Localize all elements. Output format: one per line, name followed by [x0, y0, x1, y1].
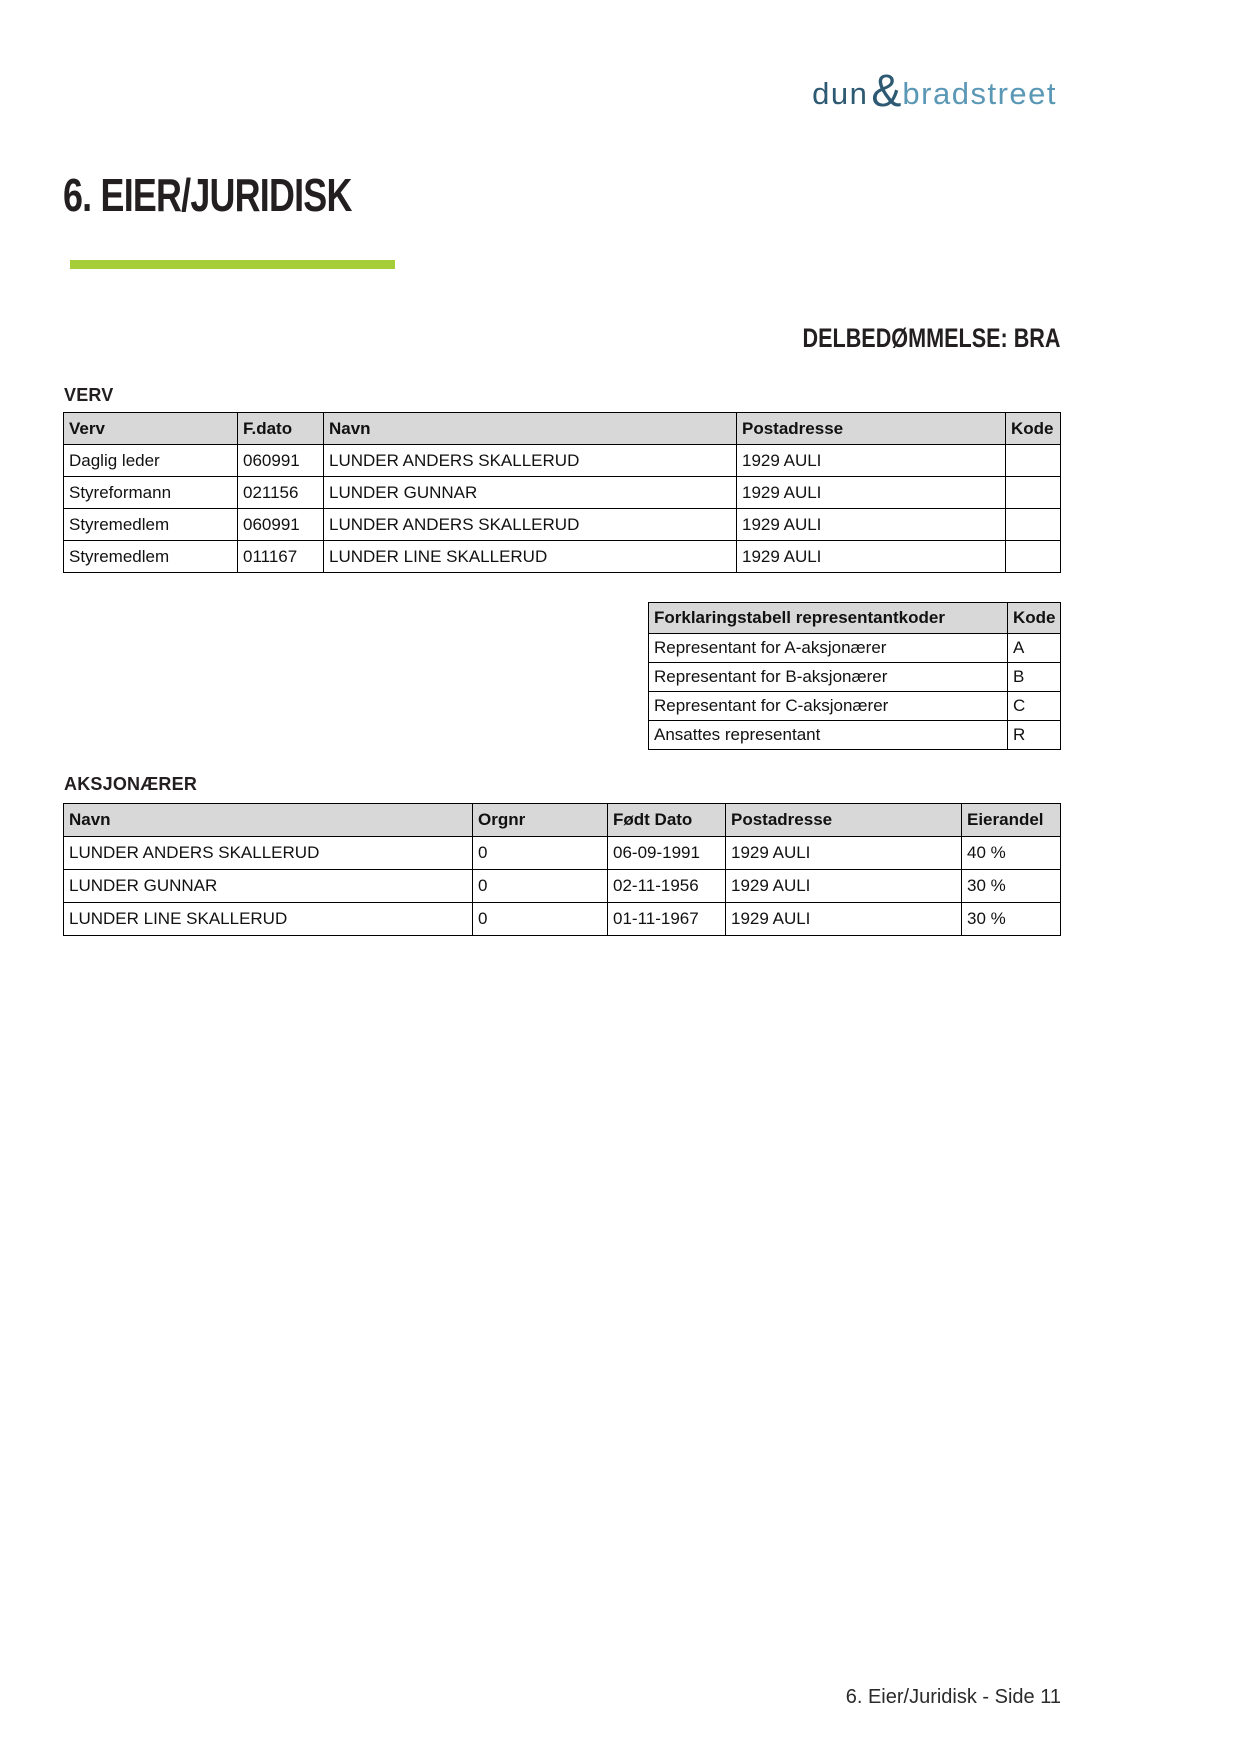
table-cell: A — [1008, 634, 1061, 663]
table-cell: 0 — [473, 870, 608, 903]
col-header-navn: Navn — [64, 804, 473, 837]
table-row — [64, 445, 1061, 477]
table-cell: 1929 AULI — [737, 509, 1006, 541]
table-cell: Daglig leder — [64, 445, 238, 477]
table-cell — [1006, 541, 1061, 573]
page-footer: 6. Eier/Juridisk - Side 11 — [845, 1686, 1061, 1708]
logo-text-dun: dun — [812, 76, 869, 111]
table-cell: 1929 AULI — [726, 903, 962, 936]
koder-header-row — [649, 603, 1061, 634]
page-title: 6. EIER/JURIDISK — [63, 169, 352, 221]
table-cell: 011167 — [238, 541, 324, 573]
logo-text-bradstreet: bradstreet — [902, 76, 1057, 111]
table-cell: 060991 — [238, 445, 324, 477]
table-row — [64, 837, 1061, 870]
col-header-navn: Navn — [324, 413, 737, 445]
table-cell: Styreformann — [64, 477, 238, 509]
table-cell: LUNDER ANDERS SKALLERUD — [324, 509, 737, 541]
col-header-forklaringstabell: Forklaringstabell representantkoder — [649, 603, 1008, 634]
aksjonaerer-header-row — [64, 804, 1061, 837]
table-row — [64, 541, 1061, 573]
table-cell: 40 % — [962, 837, 1061, 870]
col-header-kode: Kode — [1008, 603, 1061, 634]
dun-bradstreet-logo: dun & bradstreet — [812, 65, 1057, 116]
col-header-kode: Kode — [1006, 413, 1061, 445]
representantkoder-table — [648, 602, 1061, 750]
table-cell: Representant for C-aksjonærer — [649, 692, 1008, 721]
table-cell: Representant for B-aksjonærer — [649, 663, 1008, 692]
table-cell: LUNDER GUNNAR — [64, 870, 473, 903]
table-cell: 06-09-1991 — [608, 837, 726, 870]
table-cell: LUNDER LINE SKALLERUD — [324, 541, 737, 573]
table-cell: C — [1008, 692, 1061, 721]
table-cell: Ansattes representant — [649, 721, 1008, 750]
table-row — [649, 663, 1061, 692]
table-cell: Styremedlem — [64, 541, 238, 573]
col-header-postadresse: Postadresse — [737, 413, 1006, 445]
table-cell: LUNDER LINE SKALLERUD — [64, 903, 473, 936]
table-cell: LUNDER ANDERS SKALLERUD — [324, 445, 737, 477]
table-cell: 30 % — [962, 903, 1061, 936]
assessment-label: DELBEDØMMELSE: BRA — [802, 323, 1060, 353]
table-cell: 1929 AULI — [726, 837, 962, 870]
table-cell — [1006, 477, 1061, 509]
table-cell: Representant for A-aksjonærer — [649, 634, 1008, 663]
col-header-postadresse: Postadresse — [726, 804, 962, 837]
table-cell: 0 — [473, 903, 608, 936]
table-cell: 01-11-1967 — [608, 903, 726, 936]
table-cell: 0 — [473, 837, 608, 870]
table-cell: 1929 AULI — [737, 477, 1006, 509]
aksjonaerer-section-label: AKSJONÆRER — [64, 774, 198, 794]
table-row — [64, 509, 1061, 541]
table-cell: B — [1008, 663, 1061, 692]
table-cell: 02-11-1956 — [608, 870, 726, 903]
table-row — [64, 477, 1061, 509]
table-cell: 060991 — [238, 509, 324, 541]
table-cell — [1006, 509, 1061, 541]
table-cell: 1929 AULI — [737, 445, 1006, 477]
table-cell: R — [1008, 721, 1061, 750]
table-row — [649, 692, 1061, 721]
table-row — [64, 870, 1061, 903]
table-cell: LUNDER ANDERS SKALLERUD — [64, 837, 473, 870]
aksjonaerer-table — [63, 803, 1061, 936]
table-row — [649, 721, 1061, 750]
table-cell: LUNDER GUNNAR — [324, 477, 737, 509]
verv-header-row — [64, 413, 1061, 445]
col-header-fdato: F.dato — [238, 413, 324, 445]
col-header-fodt-dato: Født Dato — [608, 804, 726, 837]
table-cell: 1929 AULI — [737, 541, 1006, 573]
table-cell: 1929 AULI — [726, 870, 962, 903]
verv-section-label: VERV — [64, 385, 114, 405]
table-cell: 021156 — [238, 477, 324, 509]
table-row — [649, 634, 1061, 663]
table-cell — [1006, 445, 1061, 477]
table-row — [64, 903, 1061, 936]
verv-table — [63, 412, 1061, 573]
col-header-eierandel: Eierandel — [962, 804, 1061, 837]
table-cell: Styremedlem — [64, 509, 238, 541]
col-header-orgnr: Orgnr — [473, 804, 608, 837]
col-header-verv: Verv — [64, 413, 238, 445]
table-cell: 30 % — [962, 870, 1061, 903]
title-accent-bar — [70, 260, 395, 269]
